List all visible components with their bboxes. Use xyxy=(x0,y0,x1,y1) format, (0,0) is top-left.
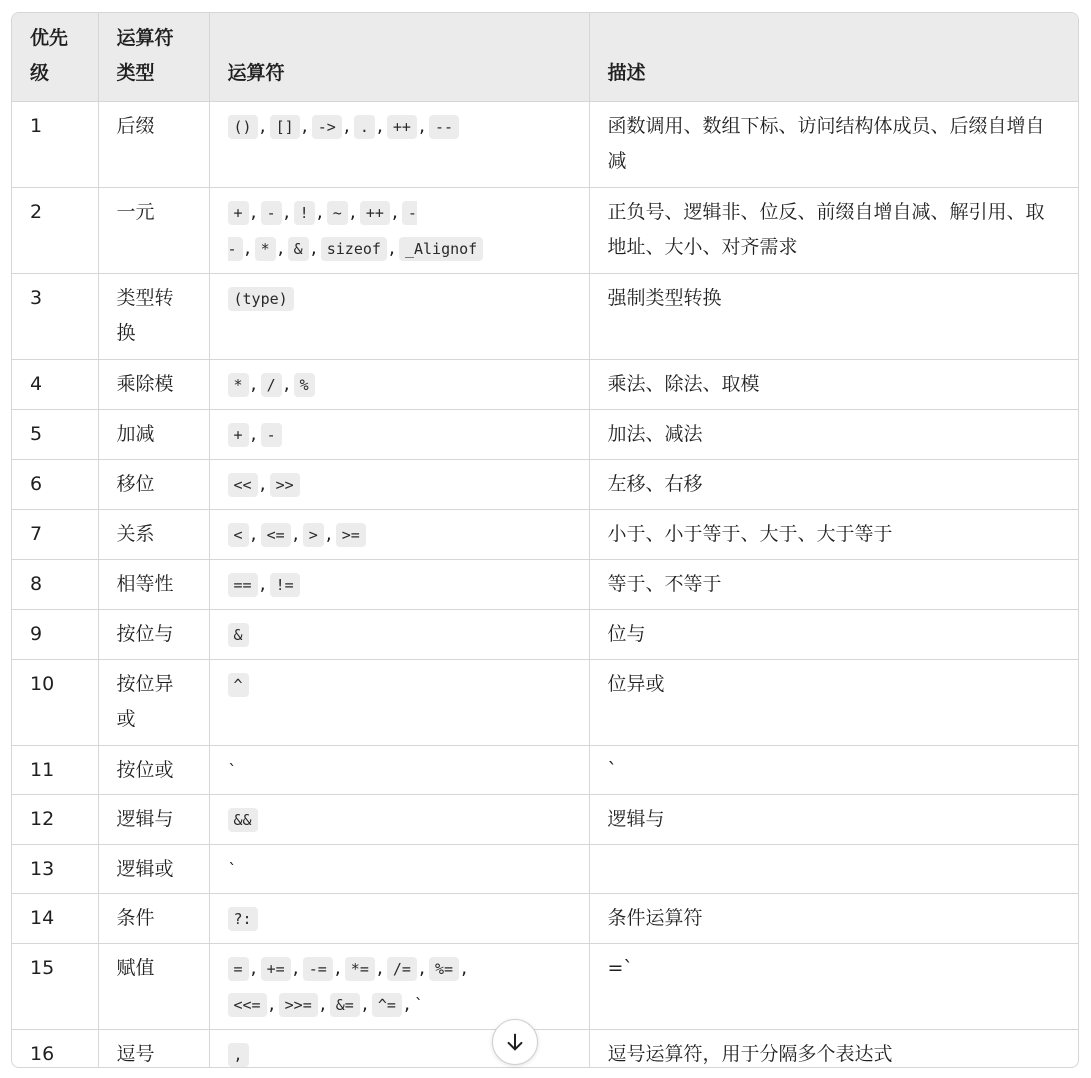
table-row xyxy=(12,746,1079,795)
cell-description: 逗号运算符，用于分隔多个表达式 xyxy=(607,1043,893,1065)
cell-operator-type: 相等性 xyxy=(98,560,209,610)
cell-precedence: 2 xyxy=(12,188,98,274)
operator-separator: , xyxy=(418,957,426,979)
header-precedence: 优先级 xyxy=(12,13,98,102)
operator-tail: ` xyxy=(414,995,424,1014)
cell-description xyxy=(589,845,1079,894)
operator-code: * xyxy=(255,237,276,261)
operator-code: - xyxy=(261,423,282,447)
cell-description: 左移、右移 xyxy=(589,460,1079,510)
operator-code: != xyxy=(270,573,300,597)
operator-code: (type) xyxy=(228,287,294,311)
cell-operator-type: 逻辑与 xyxy=(98,795,209,845)
operator-separator: , xyxy=(361,993,368,1015)
operator-separator: , xyxy=(259,115,266,137)
cell-operators xyxy=(209,560,589,610)
table-row xyxy=(12,360,1079,410)
cell-operator-type: 移位 xyxy=(98,460,209,510)
operator-separator: , xyxy=(461,957,468,979)
operator-separator: , xyxy=(250,423,257,445)
cell-precedence: 1 xyxy=(12,102,98,188)
cell-precedence: 5 xyxy=(12,410,98,460)
operator-code: == xyxy=(228,573,258,597)
cell-operator-type: 逗号 xyxy=(98,1030,209,1069)
operator-code: -- xyxy=(228,201,417,261)
cell-precedence: 6 xyxy=(12,460,98,510)
arrow-down-icon xyxy=(504,1031,526,1053)
cell-description: 逻辑与 xyxy=(589,795,1079,845)
operator-code: . xyxy=(354,115,375,139)
operator-code: ++ xyxy=(360,201,390,225)
cell-operator-type: 条件 xyxy=(98,894,209,944)
operator-code: %= xyxy=(429,957,459,981)
cell-operator-type: 按位与 xyxy=(98,610,209,660)
cell-precedence: 3 xyxy=(12,274,98,360)
cell-operator-type: 赋值 xyxy=(98,944,209,1030)
operator-code: () xyxy=(228,115,258,139)
cell-precedence: 15 xyxy=(12,944,98,1030)
cell-operators xyxy=(209,610,589,660)
cell-precedence: 11 xyxy=(12,746,98,795)
table-row xyxy=(12,795,1079,845)
operator-code: * xyxy=(228,373,249,397)
operator-code: [] xyxy=(270,115,300,139)
operator-code: <<= xyxy=(228,993,267,1017)
cell-operator-type: 后缀 xyxy=(98,102,209,188)
operator-separator: , xyxy=(376,115,383,137)
operator-code: > xyxy=(303,523,324,547)
cell-operators xyxy=(209,845,589,894)
cell-operator-type: 按位异或 xyxy=(98,660,209,746)
cell-operators xyxy=(209,274,589,360)
scroll-to-bottom-button[interactable] xyxy=(492,1019,538,1065)
table-row xyxy=(12,560,1079,610)
operator-separator: , xyxy=(391,201,398,223)
operator-code: &= xyxy=(330,993,360,1017)
operator-code: & xyxy=(288,237,309,261)
operator-separator: , xyxy=(250,957,257,979)
operator-code: -> xyxy=(312,115,342,139)
operator-code: < xyxy=(228,523,249,547)
operator-code: & xyxy=(228,623,249,647)
cell-description: 等于、不等于 xyxy=(589,560,1079,610)
table-row xyxy=(12,188,1079,274)
cell-operators xyxy=(209,944,589,1030)
operator-code: ^= xyxy=(372,993,402,1017)
cell-precedence: 8 xyxy=(12,560,98,610)
operator-precedence-table xyxy=(11,12,1079,1068)
cell-description: 强制类型转换 xyxy=(589,274,1079,360)
operator-tail: ` xyxy=(227,761,238,780)
operator-separator: , xyxy=(244,237,251,259)
operator-code: >>= xyxy=(279,993,318,1017)
cell-precedence: 14 xyxy=(12,894,98,944)
table-row xyxy=(12,460,1079,510)
operator-separator: , xyxy=(259,473,266,495)
cell-precedence: 9 xyxy=(12,610,98,660)
cell-description: =` xyxy=(589,944,1079,1030)
table-row xyxy=(12,894,1079,944)
operator-code: - xyxy=(261,201,282,225)
operator-code: && xyxy=(228,808,258,832)
operator-code: -- xyxy=(429,115,459,139)
operator-code: *= xyxy=(345,957,375,981)
cell-description: 正负号、逻辑非、位反、前缀自增自减、解引用、取地址、大小、对齐需求 xyxy=(589,188,1079,274)
cell-operators xyxy=(209,360,589,410)
operator-code: , xyxy=(228,1043,249,1067)
cell-description: ` xyxy=(589,746,1079,795)
operator-code: << xyxy=(228,473,258,497)
operator-separator: , xyxy=(334,957,341,979)
cell-operator-type: 按位或 xyxy=(98,746,209,795)
operator-separator: , xyxy=(403,993,410,1015)
cell-precedence: 10 xyxy=(12,660,98,746)
operator-code: /= xyxy=(387,957,417,981)
operator-code: ! xyxy=(294,201,315,225)
operator-tail: ` xyxy=(227,860,238,879)
table-row xyxy=(12,510,1079,560)
cell-description: 乘法、除法、取模 xyxy=(589,360,1079,410)
operator-separator: , xyxy=(292,523,299,545)
operator-separator: , xyxy=(259,573,266,595)
cell-operator-type: 关系 xyxy=(98,510,209,560)
operator-code: ~ xyxy=(327,201,348,225)
operator-separator: , xyxy=(250,201,257,223)
operator-separator: , xyxy=(310,237,317,259)
cell-operators xyxy=(209,894,589,944)
cell-precedence: 16 xyxy=(12,1030,98,1069)
cell-precedence: 4 xyxy=(12,360,98,410)
operator-separator: , xyxy=(349,201,356,223)
cell-precedence: 7 xyxy=(12,510,98,560)
operator-separator: , xyxy=(250,373,257,395)
table-row xyxy=(12,274,1079,360)
cell-operator-type: 一元 xyxy=(98,188,209,274)
operator-code: % xyxy=(294,373,315,397)
cell-operators xyxy=(209,102,589,188)
operator-separator: , xyxy=(325,523,332,545)
operator-code: >> xyxy=(270,473,300,497)
cell-description: 条件运算符 xyxy=(589,894,1079,944)
operator-separator: , xyxy=(283,373,290,395)
cell-operators xyxy=(209,746,589,795)
operator-code: = xyxy=(228,957,249,981)
cell-description: 位与 xyxy=(589,610,1079,660)
header-operator: 运算符 xyxy=(209,13,589,102)
cell-operator-type: 加减 xyxy=(98,410,209,460)
operator-separator: , xyxy=(292,957,299,979)
header-operator-type: 运算符类型 xyxy=(98,13,209,102)
cell-description: 小于、小于等于、大于、大于等于 xyxy=(589,510,1079,560)
cell-description: 函数调用、数组下标、访问结构体成员、后缀自增自减 xyxy=(589,102,1079,188)
operator-separator: , xyxy=(268,993,275,1015)
operator-separator: , xyxy=(283,201,290,223)
operator-code: + xyxy=(228,201,249,225)
operator-separator: , xyxy=(319,993,326,1015)
table-header-row xyxy=(12,13,1079,102)
cell-description: 位异或 xyxy=(589,660,1079,746)
operator-separator: , xyxy=(388,237,395,259)
operator-code: _Alignof xyxy=(399,237,483,261)
operator-code: -= xyxy=(303,957,333,981)
cell-precedence: 12 xyxy=(12,795,98,845)
operator-separator: , xyxy=(277,237,284,259)
table-row xyxy=(12,1030,1079,1069)
operator-separator: , xyxy=(343,115,350,137)
operator-code: + xyxy=(228,423,249,447)
cell-operator-type: 乘除模 xyxy=(98,360,209,410)
cell-operators xyxy=(209,410,589,460)
table-row xyxy=(12,660,1079,746)
operator-code: sizeof xyxy=(321,237,387,261)
operator-code: >= xyxy=(336,523,366,547)
operator-separator: , xyxy=(418,115,426,137)
cell-precedence: 13 xyxy=(12,845,98,894)
table-row xyxy=(12,944,1079,1030)
cell-description: 加法、减法 xyxy=(589,410,1079,460)
cell-operators xyxy=(209,510,589,560)
cell-operator-type: 逻辑或 xyxy=(98,845,209,894)
operator-code: += xyxy=(261,957,291,981)
table-body xyxy=(12,102,1079,1069)
table xyxy=(12,13,1079,1068)
cell-operators xyxy=(209,660,589,746)
table-row xyxy=(12,410,1079,460)
operator-separator: , xyxy=(316,201,323,223)
table-row xyxy=(12,102,1079,188)
operator-separator: , xyxy=(376,957,383,979)
operator-code: ++ xyxy=(387,115,417,139)
cell-operator-type: 类型转换 xyxy=(98,274,209,360)
cell-operators xyxy=(209,795,589,845)
operator-code: <= xyxy=(261,523,291,547)
cell-operators xyxy=(209,460,589,510)
table-row xyxy=(12,610,1079,660)
operator-separator: , xyxy=(250,523,257,545)
operator-code: ?: xyxy=(228,907,258,931)
operator-code: ^ xyxy=(228,673,249,697)
header-description: 描述 xyxy=(589,13,1079,102)
table-row xyxy=(12,845,1079,894)
operator-code: / xyxy=(261,373,282,397)
cell-operators xyxy=(209,188,589,274)
operator-separator: , xyxy=(301,115,308,137)
